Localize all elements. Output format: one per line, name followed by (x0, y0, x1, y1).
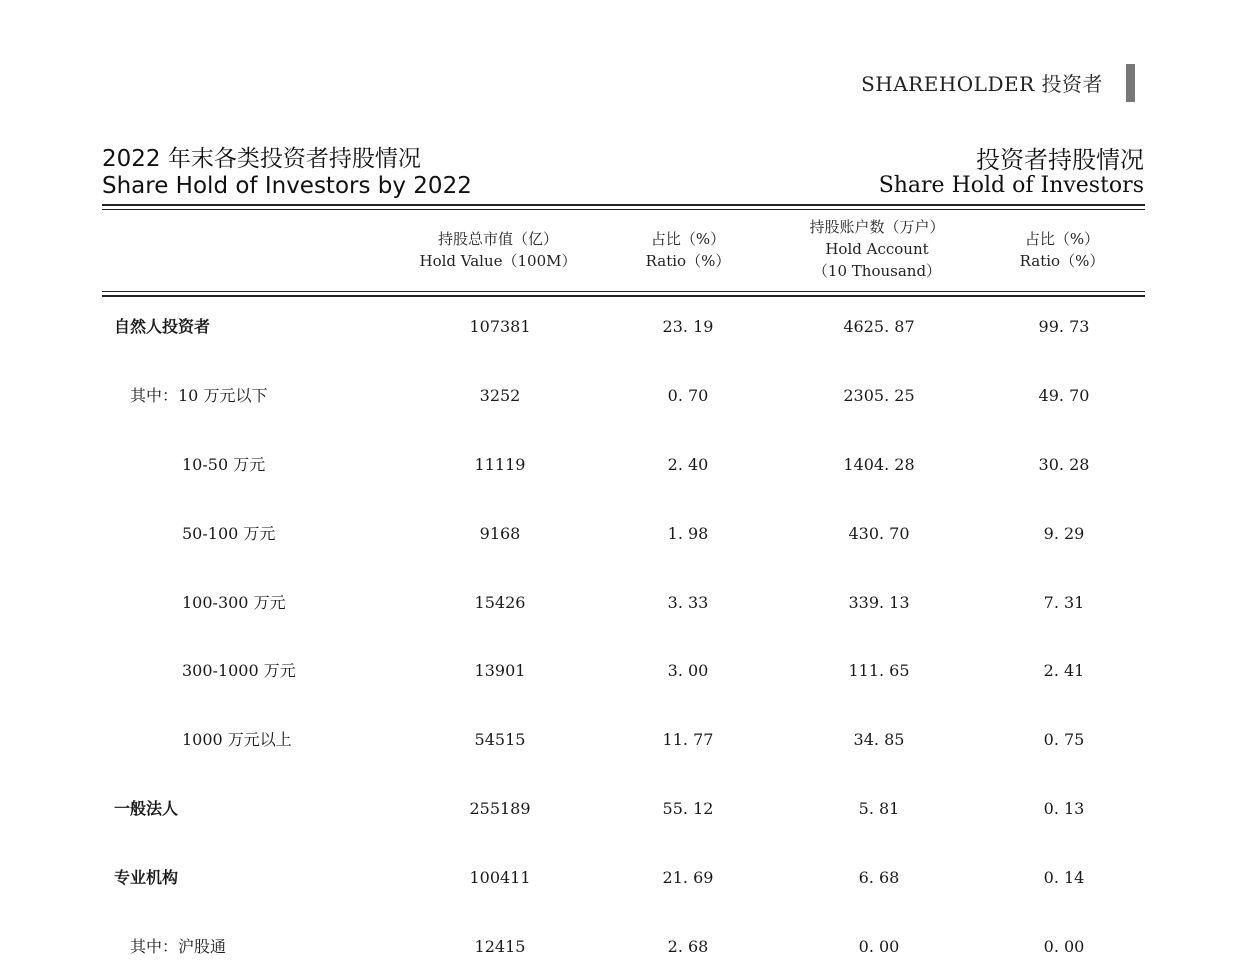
table-row (102, 726, 1145, 754)
hold-account-cell: 1404. 28 (843, 455, 915, 474)
account-ratio-cell: 30. 28 (1038, 455, 1090, 474)
table-row (102, 520, 1145, 548)
running-head-bar (1126, 64, 1135, 102)
table-row (102, 657, 1145, 685)
value-ratio-cell: 2. 68 (667, 937, 709, 956)
column-header-cn: 占比（%） (1024, 230, 1100, 248)
column-header-value-ratio (646, 228, 731, 272)
hold-account-cell: 6. 68 (858, 868, 900, 887)
table-row (102, 451, 1145, 479)
hold-value-cell: 100411 (469, 868, 531, 887)
table-row (102, 313, 1145, 341)
value-ratio-cell: 11. 77 (662, 730, 714, 749)
value-ratio-cell: 55. 12 (662, 799, 714, 818)
value-ratio-cell: 2. 40 (667, 455, 709, 474)
table-row (102, 382, 1145, 410)
value-ratio-cell: 23. 19 (662, 317, 714, 336)
hold-value-cell: 15426 (474, 593, 526, 612)
table-top-rule (102, 204, 1145, 210)
column-header-cn: 占比（%） (650, 230, 726, 248)
value-ratio-cell: 1. 98 (667, 524, 709, 543)
column-header-hold-account (809, 216, 944, 282)
column-header-cn: 持股总市值（亿） (437, 230, 559, 248)
row-label: 50-100 万元 (182, 524, 276, 543)
value-ratio-cell: 3. 00 (667, 661, 709, 680)
table-title-cn: 2022 年末各类投资者持股情况 (102, 146, 421, 172)
hold-account-cell: 0. 00 (858, 937, 900, 956)
row-label: 自然人投资者 (114, 317, 211, 336)
section-title-cn: 投资者持股情况 (976, 146, 1144, 174)
row-label: 10-50 万元 (182, 455, 266, 474)
account-ratio-cell: 99. 73 (1038, 317, 1090, 336)
hold-value-cell: 11119 (474, 455, 526, 474)
column-header-en: Ratio（%） (1019, 252, 1105, 270)
row-label: 专业机构 (114, 868, 179, 887)
account-ratio-cell: 0. 00 (1043, 937, 1085, 956)
hold-value-cell: 107381 (469, 317, 531, 336)
account-ratio-cell: 0. 14 (1043, 868, 1085, 887)
table-row (102, 795, 1145, 823)
hold-value-cell: 255189 (469, 799, 531, 818)
account-ratio-cell: 0. 75 (1043, 730, 1085, 749)
hold-value-cell: 3252 (479, 386, 521, 405)
hold-account-cell: 111. 65 (848, 661, 910, 680)
row-label: 100-300 万元 (182, 593, 286, 612)
row-label: 300-1000 万元 (182, 661, 296, 680)
account-ratio-cell: 0. 13 (1043, 799, 1085, 818)
hold-value-cell: 13901 (474, 661, 526, 680)
table-row (102, 589, 1145, 617)
account-ratio-cell: 49. 70 (1038, 386, 1090, 405)
column-header-en: Hold Account (825, 240, 929, 258)
hold-account-cell: 4625. 87 (843, 317, 915, 336)
column-header-en: Hold Value（100M） (419, 252, 577, 270)
value-ratio-cell: 21. 69 (662, 868, 714, 887)
hold-value-cell: 9168 (479, 524, 521, 543)
hold-account-cell: 2305. 25 (843, 386, 915, 405)
column-header-account-ratio (1020, 228, 1105, 272)
hold-account-cell: 430. 70 (848, 524, 910, 543)
table-header-rule (102, 291, 1145, 297)
hold-account-cell: 5. 81 (858, 799, 900, 818)
row-label: 1000 万元以上 (182, 730, 292, 749)
table-title-en: Share Hold of Investors by 2022 (102, 173, 472, 199)
column-header-extra: （10 Thousand） (812, 262, 942, 280)
account-ratio-cell: 9. 29 (1043, 524, 1085, 543)
hold-account-cell: 34. 85 (853, 730, 905, 749)
account-ratio-cell: 7. 31 (1043, 593, 1085, 612)
hold-value-cell: 12415 (474, 937, 526, 956)
value-ratio-cell: 0. 70 (667, 386, 709, 405)
section-title-en: Share Hold of Investors (878, 173, 1144, 198)
column-header-hold-value (419, 228, 576, 272)
row-label: 其中：10 万元以下 (130, 386, 268, 405)
row-label: 一般法人 (114, 799, 179, 818)
column-header-cn: 持股账户数（万户） (809, 218, 945, 236)
value-ratio-cell: 3. 33 (667, 593, 709, 612)
running-head: SHAREHOLDER 投资者 (861, 72, 1103, 96)
hold-account-cell: 339. 13 (848, 593, 910, 612)
column-header-en: Ratio（%） (645, 252, 731, 270)
row-label: 其中：沪股通 (130, 937, 227, 956)
table-row (102, 933, 1145, 961)
hold-value-cell: 54515 (474, 730, 526, 749)
table-row (102, 864, 1145, 892)
account-ratio-cell: 2. 41 (1043, 661, 1085, 680)
